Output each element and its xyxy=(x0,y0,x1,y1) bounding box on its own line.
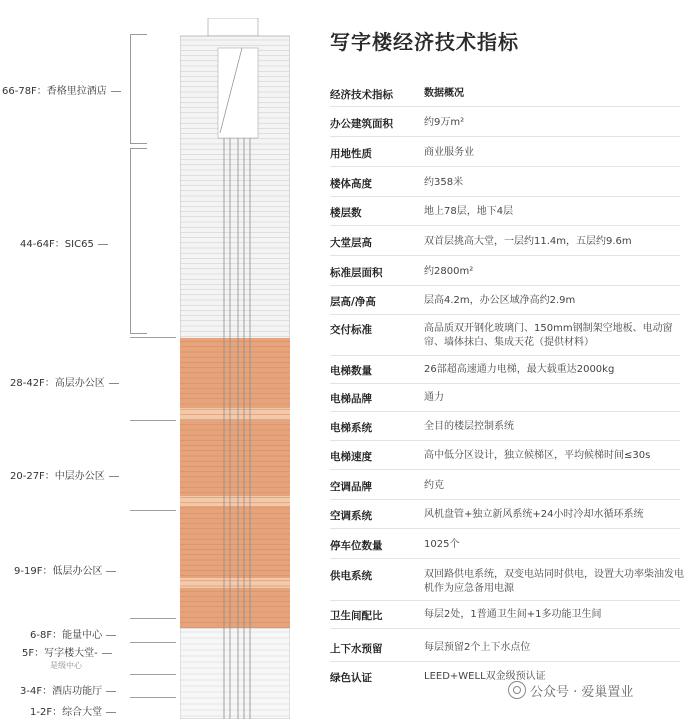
floor-label-main-lobby: 1-2F：综合大堂 xyxy=(30,703,116,718)
row-value: 高品质双开钢化玻璃门、150mm钢制架空地板、电动窗帘、墙体抹白、集成天花（提供材料） xyxy=(424,323,673,348)
row-divider xyxy=(330,255,680,256)
row-value: LEED+WELL双金级预认证 xyxy=(424,671,546,682)
row-value: 约9万m² xyxy=(424,117,465,128)
row-key: 楼层数 xyxy=(330,207,362,219)
row-value: 约2800m² xyxy=(424,266,474,277)
row-divider xyxy=(330,499,680,500)
row-value: 风机盘管+独立新风系统+24小时冷却水循环系统 xyxy=(424,509,644,520)
row-key: 空调品牌 xyxy=(330,481,372,493)
row-value: 1025个 xyxy=(424,539,460,550)
row-key: 电梯数量 xyxy=(330,365,372,377)
row-key: 用地性质 xyxy=(330,148,372,160)
row-divider xyxy=(330,411,680,412)
floor-label-high-office: 28-42F：高层办公区 xyxy=(10,374,119,389)
building-section-drawing xyxy=(180,18,290,719)
floor-label-energy-center: 6-8F：能量中心 xyxy=(30,626,116,641)
crown xyxy=(208,18,258,36)
zone-divider xyxy=(130,337,176,338)
row-divider xyxy=(330,661,680,662)
row-value: 每层2处，1普通卫生间+1多功能卫生间 xyxy=(424,609,602,620)
zone-bracket-hotel xyxy=(130,34,147,144)
row-key: 停车位数量 xyxy=(330,540,383,552)
header-key: 经济技术指标 xyxy=(330,89,393,101)
podium xyxy=(180,628,290,719)
refuge-floor xyxy=(180,408,290,420)
zone-bracket-sic65 xyxy=(130,148,147,334)
row-key: 标准层面积 xyxy=(330,267,383,279)
row-divider xyxy=(330,469,680,470)
row-key: 电梯速度 xyxy=(330,451,372,463)
row-key: 卫生间配比 xyxy=(330,610,383,622)
row-key: 楼体高度 xyxy=(330,178,372,190)
row-key: 大堂层高 xyxy=(330,237,372,249)
row-divider xyxy=(330,600,680,601)
zone-divider xyxy=(130,510,176,511)
row-key: 供电系统 xyxy=(330,570,372,582)
refuge-floor xyxy=(180,578,290,588)
row-value: 每层预留2个上下水点位 xyxy=(424,642,531,653)
sky-atrium xyxy=(218,48,258,138)
zone-divider xyxy=(130,618,176,619)
floor-label-office-lobby: 5F：写字楼大堂- 是级中心 xyxy=(22,648,112,672)
row-key: 层高/净高 xyxy=(330,296,376,308)
row-divider xyxy=(330,528,680,529)
zone-divider xyxy=(130,697,176,698)
row-key: 电梯品牌 xyxy=(330,393,372,405)
row-key: 上下水预留 xyxy=(330,643,383,655)
row-key: 交付标准 xyxy=(330,324,372,336)
floor-label-mid-office: 20-27F：中层办公区 xyxy=(10,467,119,482)
row-value: 层高4.2m，办公区域净高约2.9m xyxy=(424,295,576,306)
row-key: 绿色认证 xyxy=(330,672,372,684)
floor-label-low-office: 9-19F：低层办公区 xyxy=(14,562,116,577)
row-key: 办公建筑面积 xyxy=(330,118,393,130)
zone-divider xyxy=(130,674,176,675)
floor-label-hotel-function: 3-4F：酒店功能厅 xyxy=(20,682,116,697)
row-divider xyxy=(330,558,680,559)
row-value: 高中低分区设计，独立候梯区，平均候梯时间≤30s xyxy=(424,450,651,461)
floor-label-hotel: 66-78F：香格里拉酒店 xyxy=(2,82,121,97)
floor-label-sic65: 44-64F：SIC65 xyxy=(20,235,108,250)
row-key: 空调系统 xyxy=(330,510,372,522)
row-divider xyxy=(330,383,680,384)
row-value: 约358米 xyxy=(424,177,464,188)
row-divider xyxy=(330,136,680,137)
row-value: 双首层挑高大堂，一层约11.4m，五层约9.6m xyxy=(424,236,632,247)
row-divider xyxy=(330,314,680,315)
row-value: 全目的楼层控制系统 xyxy=(424,421,514,432)
row-value: 地上78层，地下4层 xyxy=(424,206,514,217)
page-title: 写字楼经济技术指标 xyxy=(330,30,519,54)
watermark xyxy=(508,681,633,700)
zone-divider xyxy=(130,420,176,421)
row-value: 约克 xyxy=(424,480,444,491)
wechat-icon xyxy=(508,681,526,699)
floor-label-office-lobby-sub: 是级中心 xyxy=(50,661,82,670)
row-value: 双回路供电系统，双变电站同时供电，设置大功率柴油发电机作为应急备用电源 xyxy=(424,569,684,594)
row-divider xyxy=(330,440,680,441)
row-value: 26部超高速通力电梯，最大载重达2000kg xyxy=(424,364,615,375)
row-key: 电梯系统 xyxy=(330,422,372,434)
header-value: 数据概况 xyxy=(424,88,464,99)
row-divider xyxy=(330,106,680,107)
row-divider xyxy=(330,166,680,167)
zone-divider xyxy=(130,642,176,643)
row-value: 商业服务业 xyxy=(424,147,474,158)
watermark-text: 公众号 · 爱巢置业 xyxy=(530,685,634,700)
row-divider xyxy=(330,196,680,197)
row-divider xyxy=(330,628,680,629)
row-divider xyxy=(330,285,680,286)
row-value: 通力 xyxy=(424,392,444,403)
row-divider xyxy=(330,225,680,226)
row-divider xyxy=(330,355,680,356)
